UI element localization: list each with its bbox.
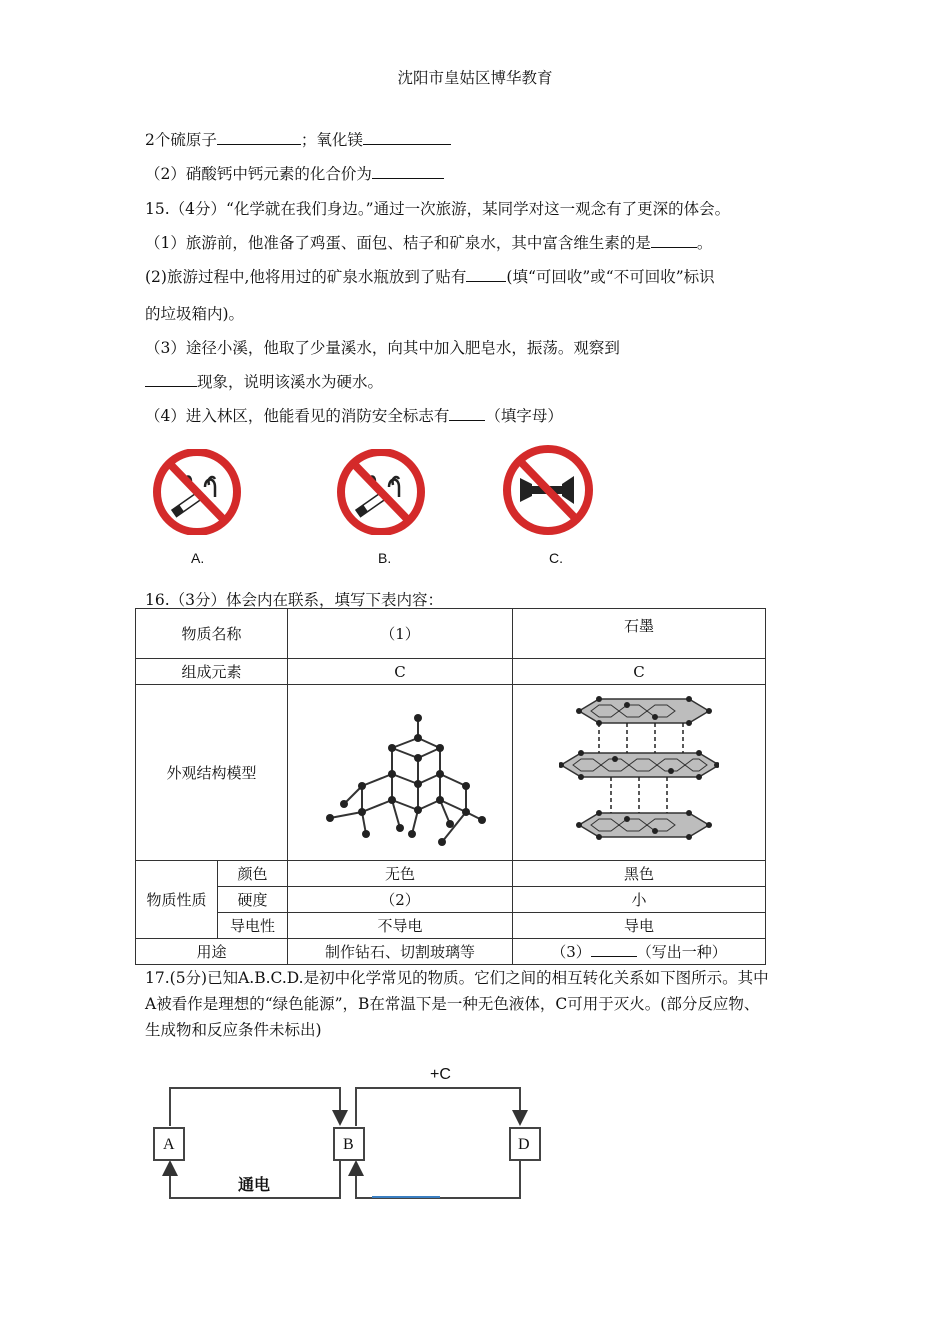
table-cell: 黑色 <box>513 861 766 887</box>
blank-sulfur[interactable] <box>217 130 301 145</box>
table-row <box>136 887 766 913</box>
table-cell: 颜色 <box>218 861 288 887</box>
sign-b-label: B. <box>378 550 392 566</box>
table-cell-blank[interactable]: （2） <box>288 887 513 913</box>
table-cell: 不导电 <box>288 913 513 939</box>
node-d: D <box>518 1136 530 1153</box>
node-a: A <box>163 1136 175 1153</box>
q15-p1-text: （1）旅游前，他准备了鸡蛋、面包、桔子和矿泉水，其中富含维生素的是 <box>145 234 651 252</box>
q15-p4-text: （4）进入林区，他能看见的消防安全标志有 <box>145 407 450 425</box>
table-row <box>136 913 766 939</box>
q15-p1-end: 。 <box>696 234 713 252</box>
table-cell-blank[interactable]: （1） <box>288 609 513 659</box>
table-cell: 外观结构模型 <box>136 685 288 861</box>
graphite-model-cell <box>513 685 766 861</box>
blank-recycle[interactable] <box>466 267 506 282</box>
sign-a-label: A. <box>191 550 205 566</box>
blank-vitamin[interactable] <box>651 233 697 248</box>
q14-mgo-text: ；氧化镁 <box>300 131 363 149</box>
q15-part4 <box>145 404 563 426</box>
table-cell: 石墨 <box>513 609 766 659</box>
table-cell: 导电性 <box>218 913 288 939</box>
q15-part3-cont <box>145 370 383 392</box>
table-cell: 物质名称 <box>136 609 288 659</box>
q17-line2: A被看作是理想的“绿色能源”，B在常温下是一种无色液体，C可用于灭火。(部分反应物、 <box>145 995 760 1013</box>
q15-p2-text: (2)旅游过程中,他将用过的矿泉水瓶放到了贴有 <box>145 268 467 286</box>
blank-use[interactable] <box>591 943 637 957</box>
label-plus-c: +C <box>430 1066 451 1083</box>
q15-part2 <box>145 265 715 287</box>
q14-valence-text: （2）硝酸钙中钙元素的化合价为 <box>145 165 372 183</box>
q15-part3: （3）途径小溪，他取了少量溪水，向其中加入肥皂水，振荡。观察到 <box>145 339 620 357</box>
blank-sign[interactable] <box>449 406 485 421</box>
diamond-structure-icon <box>300 696 500 846</box>
conversion-diagram-lines <box>150 1060 550 1210</box>
table-cell: 物质性质 <box>136 861 218 939</box>
q15-part1 <box>145 231 712 253</box>
table-cell: C <box>288 659 513 685</box>
table-row <box>136 659 766 685</box>
q16-title: 16.（3分）体会内在联系，填写下表内容： <box>145 591 444 609</box>
conversion-diagram <box>150 1060 550 1214</box>
table-row <box>136 609 766 659</box>
q17-line3: 生成物和反应条件未标出) <box>145 1021 322 1039</box>
graphite-structure-icon <box>559 691 719 851</box>
node-b: B <box>343 1136 354 1153</box>
table-cell: 小 <box>513 887 766 913</box>
page-header: 沈阳市皇姑区博华教育 <box>397 69 553 87</box>
table-cell: 用途 <box>136 939 288 965</box>
table-row <box>136 861 766 887</box>
q14-sulfur-text: 2个硫原子 <box>145 131 217 149</box>
table-row <box>136 685 766 861</box>
table-cell-use-blank[interactable] <box>513 939 766 965</box>
label-electrolysis: 通电 <box>238 1175 271 1194</box>
q14-line2 <box>145 162 444 184</box>
q15-title: 15.（4分）“化学就在我们身边。”通过一次旅游，某同学对这一观念有了更深的体会。 <box>145 200 731 218</box>
table-cell: 硬度 <box>218 887 288 913</box>
q15-part2-cont: 的垃圾箱内)。 <box>145 305 245 323</box>
property-table <box>135 608 766 965</box>
table-cell: 导电 <box>513 913 766 939</box>
q17-line1: 17.(5分)已知A.B.C.D.是初中化学常见的物质。它们之间的相互转化关系如下图所示。其中 <box>145 969 769 987</box>
blank-mgo[interactable] <box>363 130 451 145</box>
q15-p3-text: 现象，说明该溪水为硬水。 <box>197 373 384 391</box>
no-smoking-icon <box>149 449 245 535</box>
table-cell: 无色 <box>288 861 513 887</box>
q15-p4-end: （填字母） <box>485 407 563 425</box>
blank-phenomenon[interactable] <box>145 372 197 387</box>
table-cell: 组成元素 <box>136 659 288 685</box>
no-honking-icon <box>500 444 596 536</box>
diamond-model-cell <box>288 685 513 861</box>
use-blank-label: （3） <box>551 943 591 961</box>
table-row <box>136 939 766 965</box>
no-smoking-icon <box>333 449 429 535</box>
q15-p2-text2: (填“可回收”或“不可回收”标识 <box>506 268 715 286</box>
q14-line1 <box>145 128 451 150</box>
sign-c-label: C. <box>549 550 563 566</box>
table-cell: C <box>513 659 766 685</box>
table-cell: 制作钻石、切割玻璃等 <box>288 939 513 965</box>
blank-valence[interactable] <box>372 164 444 179</box>
use-hint: （写出一种） <box>636 943 727 961</box>
